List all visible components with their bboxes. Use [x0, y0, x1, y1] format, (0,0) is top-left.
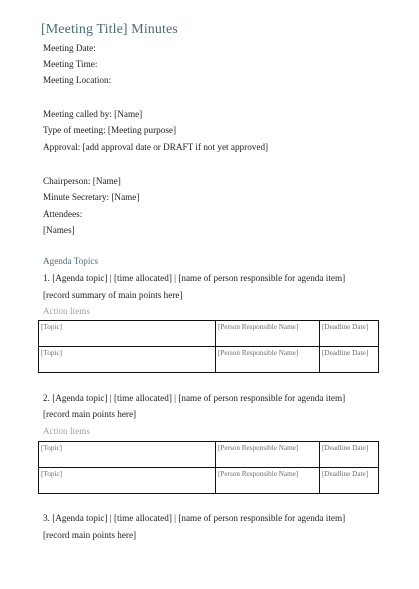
deadline-cell: [Deadline Date] — [320, 468, 379, 494]
topic-cell: [Topic] — [39, 347, 216, 373]
table-row — [39, 468, 379, 494]
attendees-label: Attendees: — [43, 209, 83, 219]
agenda-summary-1: [record summary of main points here] — [43, 290, 183, 300]
person-cell: [Person Responsible Name] — [216, 468, 320, 494]
approval-line: Approval: [add approval date or DRAFT if not yet approved] — [43, 142, 269, 152]
chairperson-line: Chairperson: [Name] — [43, 176, 121, 186]
action-items-label-2: Action Items — [43, 426, 90, 436]
person-cell: [Person Responsible Name] — [216, 347, 320, 373]
meeting-location-label: Meeting Location: — [43, 75, 112, 85]
action-items-table-1 — [38, 320, 379, 373]
topic-cell: [Topic] — [39, 442, 216, 468]
topic-cell: [Topic] — [39, 468, 216, 494]
person-cell: [Person Responsible Name] — [216, 442, 320, 468]
action-items-label-1: Action Items — [43, 306, 90, 316]
agenda-topic-2: 2. [Agenda topic] | [time allocated] | [name of person responsible for agenda item] — [43, 393, 346, 403]
agenda-topic-3: 3. [Agenda topic] | [time allocated] | [name of person responsible for agenda item] — [43, 513, 346, 523]
agenda-summary-2: [record main points here] — [43, 409, 137, 419]
called-by-line: Meeting called by: [Name] — [43, 109, 143, 119]
deadline-cell: [Deadline Date] — [320, 347, 379, 373]
deadline-cell: [Deadline Date] — [320, 442, 379, 468]
agenda-heading: Agenda Topics — [43, 256, 99, 266]
table-row — [39, 347, 379, 373]
attendees-names: [Names] — [43, 225, 75, 235]
action-items-table-2 — [38, 441, 379, 494]
agenda-topic-1: 1. [Agenda topic] | [time allocated] | [name of person responsible for agenda item] — [43, 273, 346, 283]
meeting-time-label: Meeting Time: — [43, 59, 98, 69]
person-cell: [Person Responsible Name] — [216, 321, 320, 347]
meeting-type-line: Type of meeting: [Meeting purpose] — [43, 125, 177, 135]
topic-cell: [Topic] — [39, 321, 216, 347]
page-title: [Meeting Title] Minutes — [41, 22, 178, 37]
agenda-summary-3: [record main points here] — [43, 530, 137, 540]
table-row — [39, 442, 379, 468]
deadline-cell: [Deadline Date] — [320, 321, 379, 347]
minute-secretary-line: Minute Secretary: [Name] — [43, 192, 140, 202]
table-row — [39, 321, 379, 347]
meeting-date-label: Meeting Date: — [43, 43, 96, 53]
